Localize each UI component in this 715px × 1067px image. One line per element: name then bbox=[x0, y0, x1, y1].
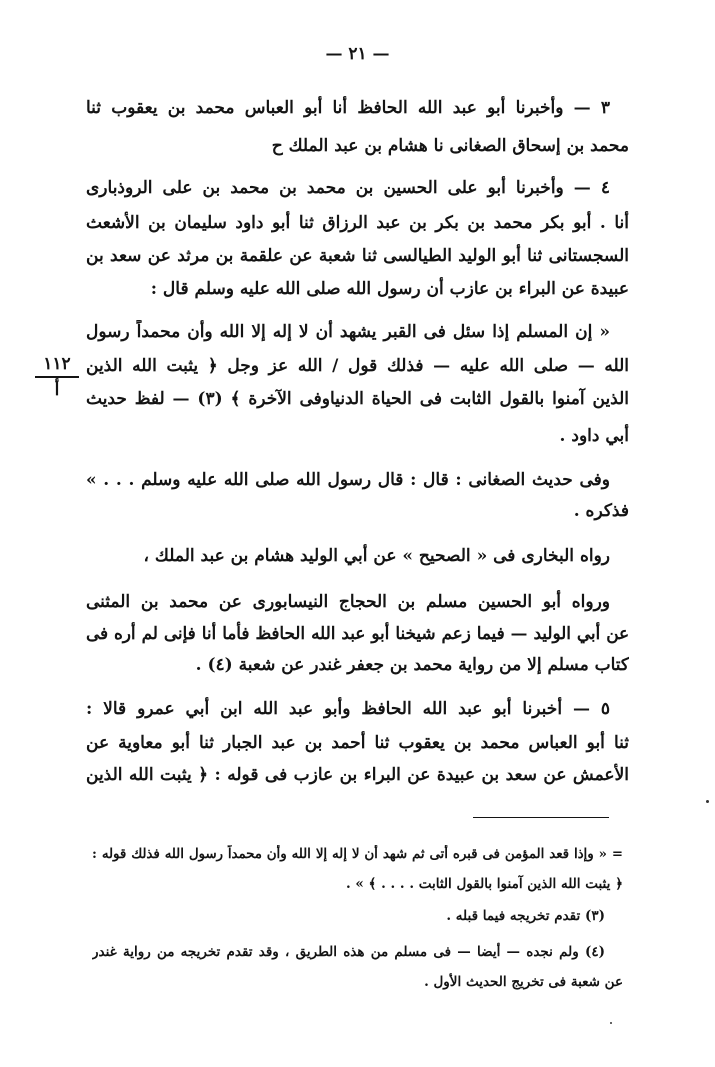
body-line: الأعمش عن سعد بن عبيدة عن البراء بن عازب فى قوله : ﴿ يثبت الله الذين bbox=[86, 765, 629, 785]
page-number: — ٢١ — bbox=[325, 44, 390, 64]
footnote-line: (٤) ولم نجده — أيضا — فى مسلم من هذه الطريق ، وقد تقدم تخريجه من رواية غندر bbox=[92, 944, 605, 960]
body-line: « إن المسلم إذا سئل فى القبر يشهد أن لا إله إلا الله وأن محمداً رسول bbox=[86, 322, 610, 342]
body-line: عن أبي الوليد — فيما زعم شيخنا أبو عبد الله الحافظ فأما أنا فإنى لم أره فى bbox=[86, 623, 629, 643]
margin-folio-note bbox=[30, 352, 84, 402]
margin-divider bbox=[35, 376, 79, 378]
scan-speck bbox=[610, 1022, 612, 1024]
footnote-line: (٣) تقدم تخريجه فيما قبله . bbox=[446, 908, 605, 924]
footnote-separator bbox=[473, 817, 609, 818]
body-line: الله — صلى الله عليه — فذلك قول / الله عز وجل ﴿ يثبت الله الذين bbox=[86, 356, 629, 376]
body-line: ٣ — وأخبرنا أبو عبد الله الحافظ أنا أبو العباس محمد بن يعقوب ثنا bbox=[86, 98, 610, 118]
margin-folio-number: ١١٢ bbox=[43, 354, 71, 374]
scan-speck bbox=[706, 800, 709, 803]
body-line: محمد بن إسحاق الصغانى نا هشام بن عبد الملك ح bbox=[271, 136, 629, 156]
body-line: فذكره . bbox=[573, 501, 629, 521]
body-line: ورواه أبو الحسين مسلم بن الحجاج النيسابورى عن محمد بن المثنى bbox=[86, 592, 610, 612]
footnote-line: عن شعبة فى تخريج الحديث الأول . bbox=[424, 974, 623, 990]
body-line: الذين آمنوا بالقول الثابت فى الحياة الدنياوفى الآخرة ﴾ (٣) — لفظ حديث bbox=[86, 389, 629, 409]
body-line: رواه البخارى فى « الصحيح » عن أبي الوليد هشام بن عبد الملك ، bbox=[143, 546, 610, 566]
margin-folio-side: أ bbox=[54, 380, 60, 400]
body-line: ٥ — أخبرنا أبو عبد الله الحافظ وأبو عبد الله ابن أبي عمرو قالا : bbox=[86, 699, 610, 719]
body-line: وفى حديث الصغانى : قال : قال رسول الله صلى الله عليه وسلم . . . » bbox=[86, 470, 610, 490]
body-line: ٤ — وأخبرنا أبو على الحسين بن محمد بن محمد بن على الروذبارى bbox=[86, 178, 610, 198]
body-line: عبيدة عن البراء بن عازب أن رسول الله صلى الله عليه وسلم قال : bbox=[150, 279, 629, 299]
body-line: كتاب مسلم إلا من رواية محمد بن جعفر غندر عن شعبة (٤) . bbox=[195, 655, 629, 675]
body-line: أبي داود . bbox=[559, 426, 629, 446]
body-line: السجستانى ثنا أبو الوليد الطيالسى ثنا شعبة عن علقمة بن مرثد عن سعد بن bbox=[86, 246, 629, 266]
footnote-line: = « وإذا قعد المؤمن فى قبره أتى ثم شهد أن لا إله إلا الله وأن محمداً رسول الله فذلك قوله : bbox=[92, 847, 623, 862]
footnote-line: ﴿ يثبت الله الذين آمنوا بالقول الثابت . . . . ﴾ » . bbox=[345, 876, 623, 892]
body-line: أنا . أبو بكر محمد بن بكر بن عبد الرزاق ثنا أبو داود سليمان بن الأشعث bbox=[86, 213, 629, 233]
body-line: ثنا أبو العباس محمد بن يعقوب ثنا أحمد بن عبد الجبار ثنا أبو معاوية عن bbox=[86, 733, 629, 753]
